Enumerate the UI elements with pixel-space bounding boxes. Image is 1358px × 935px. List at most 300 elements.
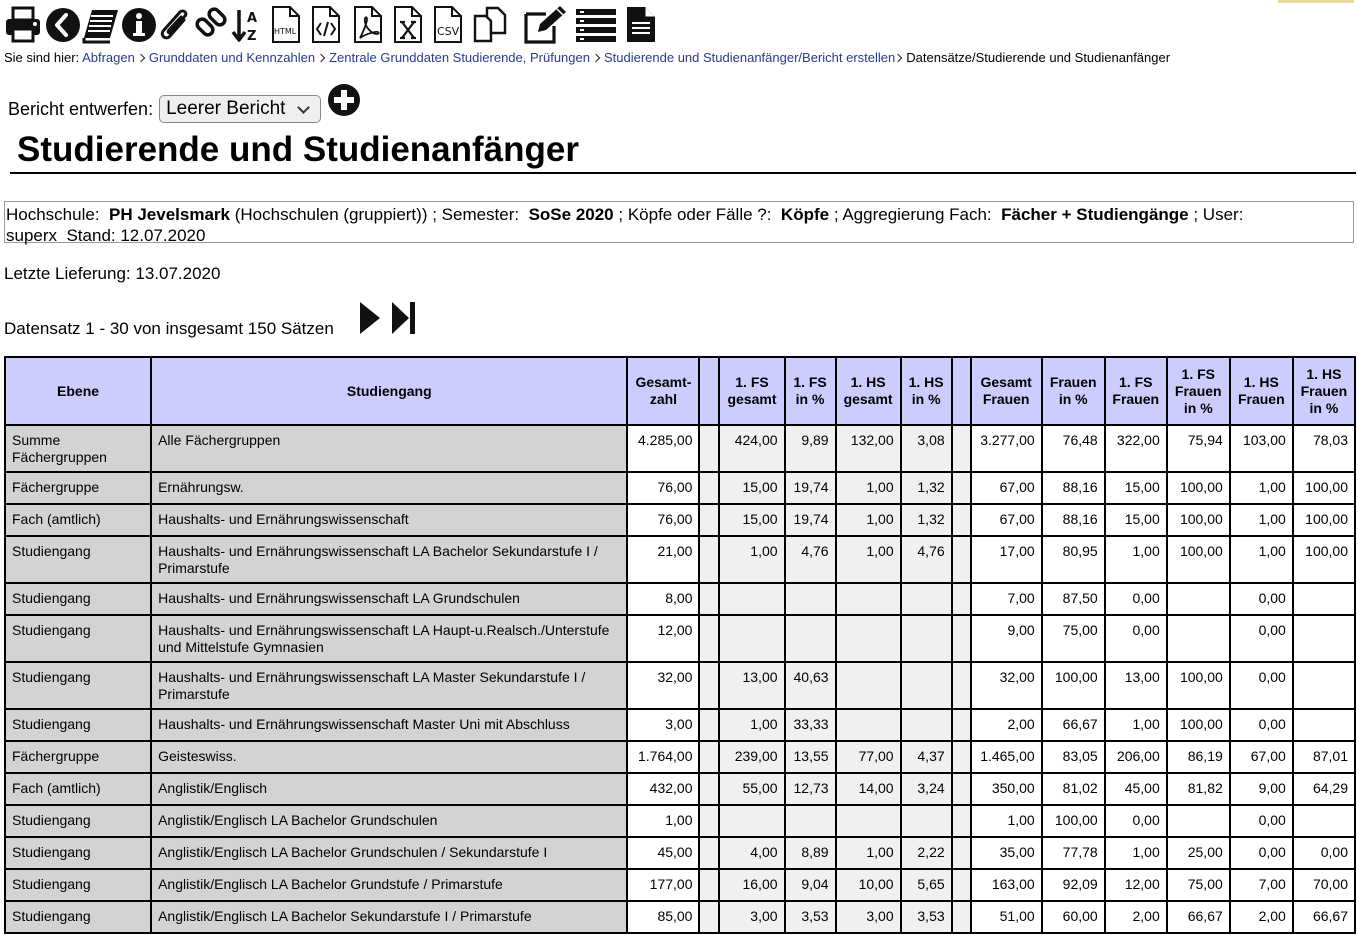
value-cell: 70,00 [1293, 869, 1355, 901]
value-cell [1293, 583, 1355, 615]
add-report-button[interactable] [327, 83, 361, 117]
table-row [5, 741, 1355, 773]
value-cell [952, 741, 971, 773]
value-cell: 64,29 [1293, 773, 1355, 805]
value-cell: 100,00 [1167, 662, 1230, 709]
filter-hochschule-suffix: (Hochschulen (gruppiert)) ; Semester: [234, 205, 520, 224]
value-cell: 87,01 [1293, 741, 1355, 773]
value-cell: 0,00 [1230, 662, 1293, 709]
xml-export-icon[interactable] [310, 4, 342, 46]
value-cell: 19,74 [785, 472, 836, 504]
value-cell: 60,00 [1042, 901, 1105, 933]
value-cell: 67,00 [1230, 741, 1293, 773]
value-cell [699, 472, 719, 504]
value-cell: 51,00 [971, 901, 1042, 933]
value-cell: 100,00 [1167, 472, 1230, 504]
value-cell: 7,00 [1230, 869, 1293, 901]
value-cell: 77,78 [1042, 837, 1105, 869]
value-cell: 16,00 [719, 869, 784, 901]
bericht-select[interactable] [159, 95, 321, 123]
value-cell: 83,05 [1042, 741, 1105, 773]
value-cell [901, 583, 952, 615]
link-icon[interactable] [194, 4, 230, 46]
studiengang-cell: Haushalts- und Ernährungswissenschaft [151, 504, 627, 536]
column-header: 1. HS Frauen [1230, 357, 1293, 425]
column-header: Ebene [5, 357, 151, 425]
value-cell [836, 583, 901, 615]
value-cell: 1,00 [1105, 709, 1167, 741]
studiengang-cell: Haushalts- und Ernährungswissenschaft LA Grundschulen [151, 583, 627, 615]
value-cell: 0,00 [1230, 615, 1293, 662]
excel-export-icon[interactable] [392, 4, 424, 46]
info-icon[interactable] [120, 4, 158, 46]
value-cell: 100,00 [1042, 805, 1105, 837]
value-cell [952, 536, 971, 583]
value-cell: 66,67 [1293, 901, 1355, 933]
value-cell: 76,00 [627, 504, 699, 536]
breadcrumb-link-abfragen[interactable]: Abfragen [82, 50, 135, 65]
value-cell: 32,00 [971, 662, 1042, 709]
value-cell: 13,55 [785, 741, 836, 773]
value-cell: 5,65 [901, 869, 952, 901]
table-header-row [5, 357, 1355, 425]
value-cell [785, 615, 836, 662]
value-cell: 75,94 [1167, 425, 1230, 472]
books-icon[interactable] [82, 4, 120, 46]
value-cell: 100,00 [1293, 472, 1355, 504]
studiengang-cell: Alle Fächergruppen [151, 425, 627, 472]
value-cell: 3,00 [719, 901, 784, 933]
value-cell: 103,00 [1230, 425, 1293, 472]
value-cell [901, 709, 952, 741]
studiengang-cell: Ernährungsw. [151, 472, 627, 504]
column-header: Studiengang [151, 357, 627, 425]
breadcrumb-chevron-icon [317, 54, 325, 62]
copy-icon[interactable] [472, 4, 508, 46]
ebene-cell: Summe Fächergruppen [5, 425, 151, 472]
value-cell [699, 583, 719, 615]
value-cell: 4,00 [719, 837, 784, 869]
svg-text:A: A [247, 11, 258, 26]
value-cell [1293, 615, 1355, 662]
value-cell: 14,00 [836, 773, 901, 805]
column-header: 1. HS Frauen in % [1293, 357, 1355, 425]
filter-summary [4, 201, 1354, 243]
value-cell [952, 773, 971, 805]
table-row [5, 615, 1355, 662]
value-cell [719, 583, 784, 615]
chevron-down-icon [297, 101, 310, 114]
table-row [5, 583, 1355, 615]
value-cell: 100,00 [1167, 504, 1230, 536]
breadcrumb-link-zentrale-grunddaten[interactable]: Zentrale Grunddaten Studierende, Prüfungen [329, 50, 590, 65]
filter-koepfe-suffix: ; Aggregierung Fach: [833, 205, 992, 224]
column-header [699, 357, 719, 425]
value-cell [952, 901, 971, 933]
value-cell [699, 837, 719, 869]
breadcrumb-chevron-icon [894, 54, 902, 62]
value-cell: 239,00 [719, 741, 784, 773]
ebene-cell: Studiengang [5, 901, 151, 933]
table-row [5, 901, 1355, 933]
ebene-cell: Studiengang [5, 709, 151, 741]
value-cell: 4,76 [901, 536, 952, 583]
corner-decoration [1278, 0, 1354, 3]
value-cell: 32,00 [627, 662, 699, 709]
value-cell: 0,00 [1230, 837, 1293, 869]
value-cell: 2,00 [971, 709, 1042, 741]
value-cell: 55,00 [719, 773, 784, 805]
column-header: 1. FS Frauen [1105, 357, 1167, 425]
value-cell: 100,00 [1167, 536, 1230, 583]
column-header [952, 357, 971, 425]
csv-export-icon[interactable] [432, 4, 466, 46]
value-cell: 2,22 [901, 837, 952, 869]
table-row [5, 504, 1355, 536]
value-cell: 86,19 [1167, 741, 1230, 773]
column-header: Frauen in % [1042, 357, 1105, 425]
value-cell [952, 615, 971, 662]
value-cell: 1,00 [1230, 472, 1293, 504]
studiengang-cell: Anglistik/Englisch LA Bachelor Sekundarstufe I / Primarstufe [151, 901, 627, 933]
value-cell: 85,00 [627, 901, 699, 933]
value-cell [699, 504, 719, 536]
value-cell: 35,00 [971, 837, 1042, 869]
value-cell [699, 709, 719, 741]
value-cell: 0,00 [1230, 583, 1293, 615]
table-row [5, 709, 1355, 741]
value-cell [901, 662, 952, 709]
value-cell: 1.465,00 [971, 741, 1042, 773]
value-cell: 1,00 [836, 504, 901, 536]
value-cell [836, 805, 901, 837]
value-cell: 3,00 [627, 709, 699, 741]
value-cell: 1,00 [836, 837, 901, 869]
column-header: 1. FS gesamt [719, 357, 784, 425]
value-cell: 3.277,00 [971, 425, 1042, 472]
paperclip-icon[interactable] [158, 4, 194, 46]
value-cell [699, 773, 719, 805]
value-cell: 1,00 [719, 709, 784, 741]
table-row [5, 425, 1355, 472]
value-cell: 1,32 [901, 504, 952, 536]
sort-az-icon[interactable] [230, 4, 264, 46]
value-cell [699, 615, 719, 662]
filter-semester-suffix: ; Köpfe oder Fälle ?: [618, 205, 772, 224]
breadcrumb-link-grunddaten[interactable]: Grunddaten und Kennzahlen [148, 50, 316, 65]
value-cell: 2,00 [1105, 901, 1167, 933]
skip-to-end-icon [390, 300, 418, 336]
value-cell [699, 662, 719, 709]
back-icon[interactable] [44, 4, 82, 46]
value-cell: 322,00 [1105, 425, 1167, 472]
column-header: 1. FS Frauen in % [1167, 357, 1230, 425]
value-cell: 45,00 [1105, 773, 1167, 805]
value-cell: 45,00 [627, 837, 699, 869]
value-cell: 77,00 [836, 741, 901, 773]
value-cell: 163,00 [971, 869, 1042, 901]
breadcrumb-chevron-icon [592, 54, 600, 62]
page-title: Studierende und Studienanfänger [17, 130, 579, 169]
value-cell: 4,76 [785, 536, 836, 583]
value-cell [1293, 709, 1355, 741]
value-cell: 0,00 [1230, 805, 1293, 837]
value-cell: 15,00 [719, 504, 784, 536]
title-divider [10, 172, 1356, 174]
value-cell: 12,00 [1105, 869, 1167, 901]
value-cell: 7,00 [971, 583, 1042, 615]
ebene-cell: Studiengang [5, 837, 151, 869]
document-icon[interactable] [624, 4, 658, 46]
breadcrumb-current: Datensätze/Studierende und Studienanfänger [906, 50, 1171, 65]
value-cell: 12,00 [627, 615, 699, 662]
value-cell: 78,03 [1293, 425, 1355, 472]
studiengang-cell: Geisteswiss. [151, 741, 627, 773]
value-cell: 15,00 [1105, 504, 1167, 536]
value-cell [785, 583, 836, 615]
value-cell: 76,48 [1042, 425, 1105, 472]
value-cell: 1,00 [1230, 504, 1293, 536]
value-cell: 100,00 [1293, 504, 1355, 536]
value-cell: 19,74 [785, 504, 836, 536]
value-cell [1167, 805, 1230, 837]
value-cell: 21,00 [627, 536, 699, 583]
toolbar [4, 4, 1304, 46]
value-cell: 4,37 [901, 741, 952, 773]
ebene-cell: Fach (amtlich) [5, 773, 151, 805]
play-icon [358, 300, 382, 336]
value-cell: 100,00 [1293, 536, 1355, 583]
value-cell: 177,00 [627, 869, 699, 901]
bericht-entwerfen [8, 84, 321, 124]
value-cell: 76,00 [627, 472, 699, 504]
table-row [5, 837, 1355, 869]
value-cell: 8,89 [785, 837, 836, 869]
bericht-label: Bericht entwerfen: [8, 98, 154, 119]
svg-text:CSV: CSV [437, 25, 460, 38]
studiengang-cell: Anglistik/Englisch LA Bachelor Grundstufe / Primarstufe [151, 869, 627, 901]
column-header: 1. FS in % [785, 357, 836, 425]
table-row [5, 773, 1355, 805]
column-header: Gesamt Frauen [971, 357, 1042, 425]
value-cell [719, 615, 784, 662]
value-cell: 9,89 [785, 425, 836, 472]
studiengang-cell: Anglistik/Englisch LA Bachelor Grundschulen / Sekundarstufe I [151, 837, 627, 869]
value-cell: 25,00 [1167, 837, 1230, 869]
svg-text:Z: Z [247, 29, 257, 44]
column-header: Gesamt-zahl [627, 357, 699, 425]
value-cell [901, 615, 952, 662]
value-cell: 0,00 [1105, 615, 1167, 662]
svg-text:HTML: HTML [274, 27, 297, 36]
value-cell: 350,00 [971, 773, 1042, 805]
filter-user-label: ; User: [1193, 205, 1244, 224]
value-cell: 67,00 [971, 472, 1042, 504]
value-cell: 75,00 [1042, 615, 1105, 662]
value-cell: 4.285,00 [627, 425, 699, 472]
value-cell: 10,00 [836, 869, 901, 901]
value-cell: 1,00 [1230, 536, 1293, 583]
list-view-icon[interactable] [574, 4, 618, 46]
value-cell [952, 805, 971, 837]
breadcrumb-link-bericht-erstellen[interactable]: Studierende und Studienanfänger/Bericht erstellen [603, 50, 896, 65]
value-cell [699, 805, 719, 837]
value-cell: 33,33 [785, 709, 836, 741]
value-cell [952, 709, 971, 741]
value-cell: 81,82 [1167, 773, 1230, 805]
value-cell: 206,00 [1105, 741, 1167, 773]
value-cell: 1,00 [1105, 837, 1167, 869]
letzte-lieferung: Letzte Lieferung: 13.07.2020 [4, 264, 221, 283]
column-header: 1. HS in % [901, 357, 952, 425]
value-cell: 100,00 [1042, 662, 1105, 709]
breadcrumb-prefix: Sie sind hier: [4, 50, 80, 65]
html-export-icon[interactable] [270, 4, 302, 46]
value-cell: 0,00 [1230, 709, 1293, 741]
value-cell: 1.764,00 [627, 741, 699, 773]
value-cell: 17,00 [971, 536, 1042, 583]
value-cell [952, 662, 971, 709]
value-cell: 66,67 [1167, 901, 1230, 933]
value-cell: 1,00 [971, 805, 1042, 837]
studiengang-cell: Haushalts- und Ernährungswissenschaft LA Bachelor Sekundarstufe I / Primarstufe [151, 536, 627, 583]
value-cell [699, 869, 719, 901]
value-cell: 87,50 [1042, 583, 1105, 615]
value-cell: 13,00 [1105, 662, 1167, 709]
value-cell: 15,00 [719, 472, 784, 504]
value-cell: 88,16 [1042, 472, 1105, 504]
value-cell: 9,00 [971, 615, 1042, 662]
table-row [5, 472, 1355, 504]
filter-hochschule-value: PH Jevelsmark [109, 205, 230, 224]
value-cell [836, 709, 901, 741]
value-cell [785, 805, 836, 837]
column-header: 1. HS gesamt [836, 357, 901, 425]
value-cell: 92,09 [1042, 869, 1105, 901]
value-cell: 1,00 [836, 472, 901, 504]
value-cell: 424,00 [719, 425, 784, 472]
value-cell [952, 504, 971, 536]
value-cell [1167, 583, 1230, 615]
value-cell: 13,00 [719, 662, 784, 709]
value-cell [1293, 805, 1355, 837]
value-cell: 3,53 [901, 901, 952, 933]
value-cell: 80,95 [1042, 536, 1105, 583]
value-cell [952, 583, 971, 615]
studiengang-cell: Haushalts- und Ernährungswissenschaft Master Uni mit Abschluss [151, 709, 627, 741]
value-cell: 432,00 [627, 773, 699, 805]
ebene-cell: Fächergruppe [5, 741, 151, 773]
value-cell: 1,00 [1105, 536, 1167, 583]
table-row [5, 536, 1355, 583]
value-cell: 100,00 [1167, 709, 1230, 741]
value-cell [836, 662, 901, 709]
value-cell: 40,63 [785, 662, 836, 709]
value-cell: 66,67 [1042, 709, 1105, 741]
value-cell: 75,00 [1167, 869, 1230, 901]
filter-user-stand: superx Stand: 12.07.2020 [6, 226, 206, 245]
ebene-cell: Studiengang [5, 536, 151, 583]
table-row [5, 805, 1355, 837]
value-cell [952, 869, 971, 901]
filter-hochschule-label: Hochschule: [6, 205, 100, 224]
value-cell: 15,00 [1105, 472, 1167, 504]
value-cell [836, 615, 901, 662]
value-cell: 88,16 [1042, 504, 1105, 536]
value-cell [952, 837, 971, 869]
value-cell: 1,00 [719, 536, 784, 583]
value-cell [699, 741, 719, 773]
value-cell [952, 472, 971, 504]
value-cell: 1,32 [901, 472, 952, 504]
value-cell [699, 536, 719, 583]
printer-icon[interactable] [4, 4, 44, 46]
plus-circle-icon [327, 83, 361, 117]
last-page-button[interactable] [390, 300, 418, 336]
value-cell: 0,00 [1293, 837, 1355, 869]
value-cell [901, 805, 952, 837]
value-cell: 81,02 [1042, 773, 1105, 805]
value-cell: 9,04 [785, 869, 836, 901]
next-page-button[interactable] [358, 300, 382, 336]
ebene-cell: Fach (amtlich) [5, 504, 151, 536]
filter-koepfe-value: Köpfe [780, 205, 830, 224]
data-table [4, 356, 1356, 934]
studiengang-cell: Haushalts- und Ernährungswissenschaft LA Master Sekundarstufe I / Primarstufe [151, 662, 627, 709]
table-row [5, 662, 1355, 709]
value-cell [699, 425, 719, 472]
value-cell: 1,00 [836, 536, 901, 583]
ebene-cell: Studiengang [5, 583, 151, 615]
value-cell: 1,00 [627, 805, 699, 837]
bericht-select-value: Leerer Bericht [166, 98, 286, 119]
value-cell: 3,53 [785, 901, 836, 933]
value-cell: 0,00 [1105, 583, 1167, 615]
ebene-cell: Studiengang [5, 805, 151, 837]
value-cell [719, 805, 784, 837]
value-cell: 0,00 [1105, 805, 1167, 837]
value-cell [1167, 615, 1230, 662]
ebene-cell: Studiengang [5, 869, 151, 901]
value-cell: 9,00 [1230, 773, 1293, 805]
pdf-export-icon[interactable] [352, 4, 384, 46]
studiengang-cell: Haushalts- und Ernährungswissenschaft LA Haupt-u.Realsch./Unterstufe und Mittelstufe Gymnasien [151, 615, 627, 662]
breadcrumb [4, 50, 1170, 65]
breadcrumb-chevron-icon [137, 54, 145, 62]
value-cell: 3,24 [901, 773, 952, 805]
table-row [5, 869, 1355, 901]
value-cell: 132,00 [836, 425, 901, 472]
value-cell [1293, 662, 1355, 709]
filter-aggregierung-value: Fächer + Studiengänge [1001, 205, 1189, 224]
filter-semester-value: SoSe 2020 [528, 205, 614, 224]
datensatz-info: Datensatz 1 - 30 von insgesamt 150 Sätzen [4, 319, 334, 338]
value-cell: 8,00 [627, 583, 699, 615]
ebene-cell: Fächergruppe [5, 472, 151, 504]
value-cell: 3,08 [901, 425, 952, 472]
value-cell: 67,00 [971, 504, 1042, 536]
ebene-cell: Studiengang [5, 615, 151, 662]
value-cell: 3,00 [836, 901, 901, 933]
value-cell [699, 901, 719, 933]
studiengang-cell: Anglistik/Englisch LA Bachelor Grundschulen [151, 805, 627, 837]
value-cell: 12,73 [785, 773, 836, 805]
studiengang-cell: Anglistik/Englisch [151, 773, 627, 805]
ebene-cell: Studiengang [5, 662, 151, 709]
value-cell [952, 425, 971, 472]
value-cell: 2,00 [1230, 901, 1293, 933]
edit-icon[interactable] [522, 4, 568, 46]
